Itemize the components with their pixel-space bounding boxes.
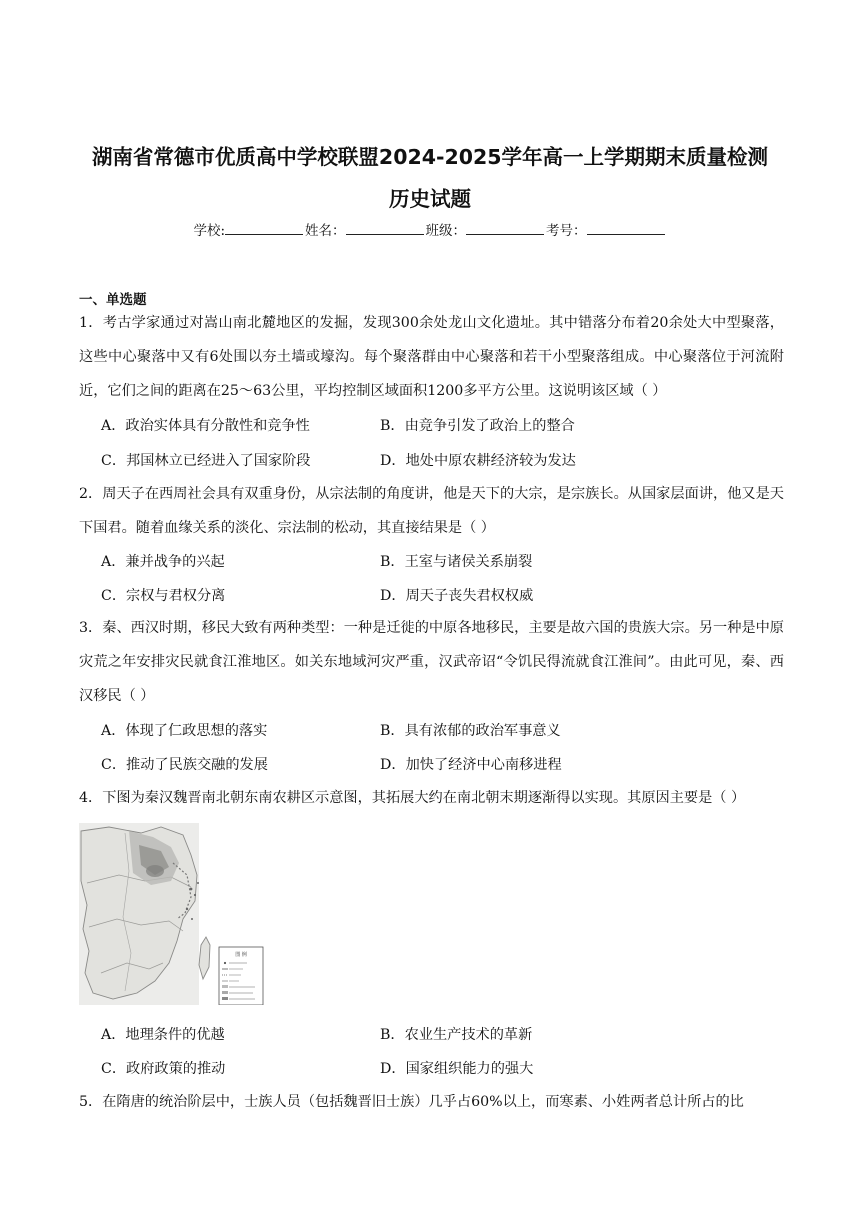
school-label: 学校: <box>193 223 226 239</box>
student-info-line <box>0 219 860 239</box>
name-blank[interactable] <box>346 221 424 235</box>
exam-no-label: 考号： <box>546 223 587 239</box>
class-blank[interactable] <box>466 221 544 235</box>
question-5-text: 5．在隋唐的统治阶层中，士族人员（包括魏晋旧士族）几乎占60%以上，而寒素、小姓两者总计所占的比 <box>79 1094 744 1110</box>
question-2-text: 2．周天子在西周社会具有双重身份，从宗法制的角度讲，他是天下的大宗，是宗族长。从国家层面讲，他又是天下国君。随着血缘关系的淡化、宗法制的松动，其直接结果是（ ） <box>79 486 784 536</box>
class-label: 班级： <box>425 223 467 239</box>
question-1-option-a[interactable]: A．政治实体具有分散性和竞争性 <box>101 418 310 434</box>
question-1-option-c[interactable]: C．邦国林立已经进入了国家阶段 <box>101 453 311 469</box>
question-2-option-b[interactable]: B．王室与诸侯关系崩裂 <box>380 554 533 570</box>
question-4-option-b[interactable]: B．农业生产技术的革新 <box>380 1027 533 1043</box>
doc-title-line1: 湖南省常德市优质高中学校联盟2024-2025学年高一上学期期末质量检测 <box>91 145 769 169</box>
southeast-farmland-map <box>79 823 265 1005</box>
question-3-option-a[interactable]: A．体现了仁政思想的落实 <box>101 723 268 739</box>
name-label: 姓名： <box>305 223 346 239</box>
school-blank[interactable] <box>225 221 303 235</box>
question-4-option-a[interactable]: A．地理条件的优越 <box>101 1027 225 1043</box>
question-3-option-d[interactable]: D．加快了经济中心南移进程 <box>380 757 562 773</box>
question-3-option-c[interactable]: C．推动了民族交融的发展 <box>101 757 268 773</box>
question-2-option-c[interactable]: C．宗权与君权分离 <box>101 588 226 604</box>
question-1-option-d[interactable]: D．地处中原农耕经济较为发达 <box>380 453 576 469</box>
map-legend-title: 图 例 <box>235 952 247 958</box>
question-3-option-b[interactable]: B．具有浓郁的政治军事意义 <box>380 723 561 739</box>
question-3-text: 3．秦、西汉时期，移民大致有两种类型：一种是迁徙的中原各地移民，主要是故六国的贵族大宗。另一种是中原灾荒之年安排灾民就食江淮地区。如关东地域河灾严重，汉武帝诏“令饥民得流就食江淮间”。由此可见，秦、西汉移民（ ） <box>79 620 784 704</box>
question-1-text: 1．考古学家通过对嵩山南北麓地区的发掘，发现300余处龙山文化遗址。其中错落分布着20余处大中型聚落，这些中心聚落中又有6处围以夯土墙或壕沟。每个聚落群由中心聚落和若干小型聚落组成。中心聚落位于河流附近，它们之间的距离在25～63公里，平均控制区域面积1200多平方公里。这说明该区域（ ） <box>79 315 784 399</box>
question-2-option-a[interactable]: A．兼并战争的兴起 <box>101 554 225 570</box>
question-4-option-d[interactable]: D．国家组织能力的强大 <box>380 1061 534 1077</box>
section-title: 一、单选题 <box>79 292 147 308</box>
question-1-option-b[interactable]: B．由竞争引发了政治上的整合 <box>380 418 575 434</box>
question-4-option-c[interactable]: C．政府政策的推动 <box>101 1061 226 1077</box>
exam-no-blank[interactable] <box>587 221 665 235</box>
question-4-text: 4．下图为秦汉魏晋南北朝东南农耕区示意图，其拓展大约在南北朝末期逐渐得以实现。其原因主要是（ ） <box>79 790 746 806</box>
question-2-option-d[interactable]: D．周天子丧失君权权威 <box>380 588 534 604</box>
doc-title-line2: 历史试题 <box>389 187 471 211</box>
